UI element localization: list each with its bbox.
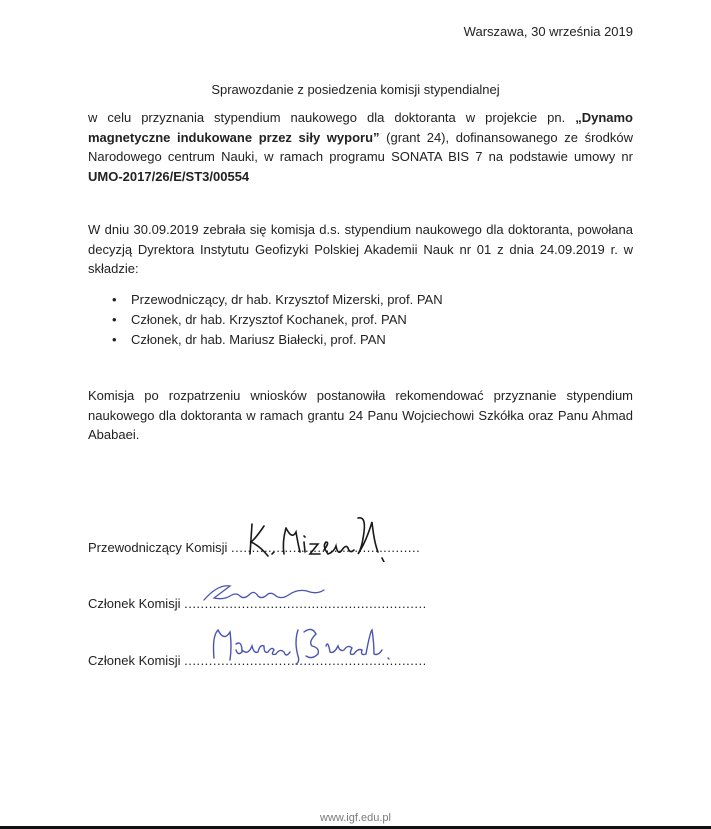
signature-member-2-handwritten: [208, 622, 418, 666]
signature-label: Przewodniczący Komisji: [88, 540, 232, 555]
signature-label: Członek Komisji: [88, 596, 185, 611]
project-name: „Dynamo magnetyczne indukowane przez siły wyporu”: [88, 110, 633, 145]
signature-label: Członek Komisji: [88, 653, 185, 668]
signature-member-1-handwritten: [200, 582, 330, 606]
signature-chair-handwritten: [238, 512, 388, 562]
committee-members-list: [112, 290, 443, 350]
paragraph-purpose: [88, 108, 633, 186]
purpose-intro: w celu przyznania stypendium naukowego dla doktoranta w projekcie pn.: [88, 110, 576, 125]
place-date: Warszawa, 30 września 2019: [463, 24, 633, 39]
paragraph-decision: Komisja po rozpatrzeniu wniosków postanowiła rekomendować przyznanie stypendium naukowego dla doktoranta w ramach grantu 24 Panu Wojciechowi Szkółka oraz Panu Ahmad Ababaei.: [88, 388, 633, 442]
member-2: • Członek, dr hab. Mariusz Białecki, prof. PAN: [112, 330, 443, 350]
signature-dots: ...........................................................: [184, 653, 427, 668]
document-title: Sprawozdanie z posiedzenia komisji stypendialnej: [211, 82, 500, 97]
contract-number: UMO-2017/26/E/ST3/00554: [88, 168, 250, 184]
signature-dots: ...........................................................: [184, 596, 427, 611]
purpose-middle: (grant 24), dofinansowanego ze środków Narodowego centrum Nauki, w ramach programu SONATA BIS 7 na podstawie umowy nr: [88, 129, 633, 164]
member-chair: • Przewodniczący, dr hab. Krzysztof Mizerski, prof. PAN: [112, 290, 443, 310]
paragraph-committee: W dniu 30.09.2019 zebrała się komisja d.s. stypendium naukowego dla doktoranta, powołana decyzją Dyrektora Instytutu Geofizyki Polskiej Akademii Nauk nr 01 z dnia 24.09.2019 r. w składzie:: [88, 222, 633, 276]
member-1: • Członek, dr hab. Krzysztof Kochanek, prof. PAN: [112, 310, 443, 330]
signature-dots: ..............................................: [231, 540, 421, 555]
footer-website: www.igf.edu.pl: [320, 812, 391, 824]
